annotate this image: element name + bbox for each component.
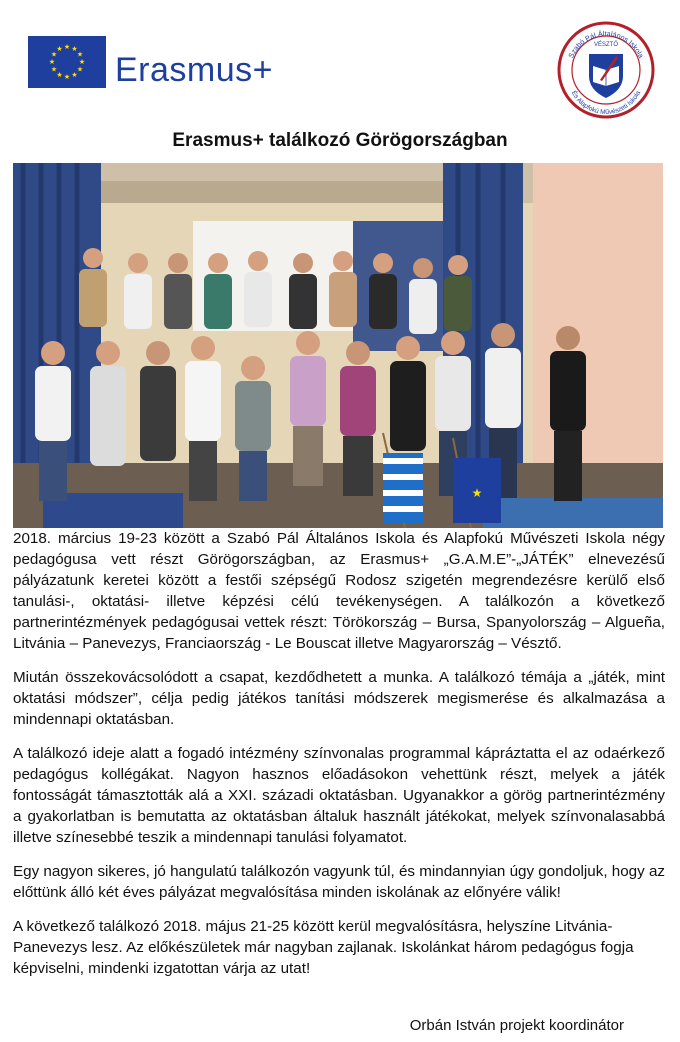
school-seal-logo — [556, 20, 656, 120]
svg-text:★: ★ — [471, 486, 483, 500]
signature: Orbán István projekt koordinátor — [409, 1017, 624, 1034]
svg-text:★: ★ — [50, 50, 58, 59]
seal-top-text: Szabó Pál Általános Iskola — [566, 28, 646, 60]
paragraph-1: 2018. március 19-23 között a Szabó Pál Általános Iskola és Alapfokú Művészeti Iskola négy pedagógusa vett részt Görögországban, az Erasmus+ „G.A.M.E”-„JÁTÉK” elnevezésű pályázatunk keretei között a festői szépségű Rodosz szigetén megrendezésre kerülő első tanulási-, oktatási- illetve képzési célú tevékenységen. A találkozón a következő partnerintézmények pedagógusai vettek részt: Törökország – Bursa, Spanyolország – Algueña, Litvánia – Panevezys, Franciaország - Le Bouscat illetve Magyarország – Vésztő. — [13, 530, 665, 652]
eu-stars-icon — [28, 36, 106, 88]
svg-text:★: ★ — [76, 50, 84, 59]
svg-text:★: ★ — [48, 58, 56, 66]
svg-text:★: ★ — [76, 65, 84, 74]
svg-text:★: ★ — [71, 45, 78, 53]
paragraph-2: Miután összekovácsolódott a csapat, kezdődhetett a munka. A találkozó témája a „játék, mint oktatási módszer”, célja pedig játékos tanítási módszerek megismerése és alkalmazása a mindennapi oktatásban. — [13, 669, 665, 728]
svg-text:★: ★ — [78, 58, 86, 66]
paragraph-4: Egy nagyon sikeres, jó hangulatú találkozón vagyunk túl, és mindannyian úgy gondoljuk, hogy az előttünk álló két éves pályázat megvalósítása minden iskolának az előnyére válik! — [13, 863, 665, 901]
svg-text:★: ★ — [63, 73, 71, 81]
eu-flag-icon — [28, 36, 106, 88]
paragraph-5: A következő találkozó 2018. május 21-25 között kerül megvalósításra, helyszíne Litvánia-Panevezys lesz. Az előkészületek már nagyban zajlanak. Iskolánkat három pedagógus fogja képviselni, mindenki izgatottan várja az utat! — [13, 918, 634, 977]
svg-text:★: ★ — [71, 71, 78, 79]
seal-bottom-text: És Alapfokú Művészeti Iskola — [569, 89, 643, 117]
article-body — [13, 528, 665, 992]
svg-text:★: ★ — [50, 65, 58, 74]
svg-text:★: ★ — [56, 71, 63, 79]
page-title: Erasmus+ találkozó Görögországban — [172, 130, 508, 151]
svg-text:★: ★ — [56, 45, 63, 53]
svg-text:★: ★ — [63, 43, 71, 51]
paragraph-3: A találkozó ideje alatt a fogadó intézmény színvonalas programmal kápráztatta el az odaérkező pedagógus kollégákat. Nagyon hasznos előadásokon vehettünk részt, melyek a játék fontosságát támasztották alá a XXI. századi oktatásban. Ugyanakkor a görög partnerintézmény a gyakorlatban is bemutatta az oktatásban általuk használt játékokat, melyek színvonalasabbá illetve színesebbé teszik a mindennapi tanulási folyamatot. — [13, 745, 665, 846]
group-photo — [13, 163, 663, 528]
seal-middle-text: VÉSZTŐ — [593, 42, 619, 48]
erasmus-logo-text: Erasmus+ — [115, 51, 273, 89]
